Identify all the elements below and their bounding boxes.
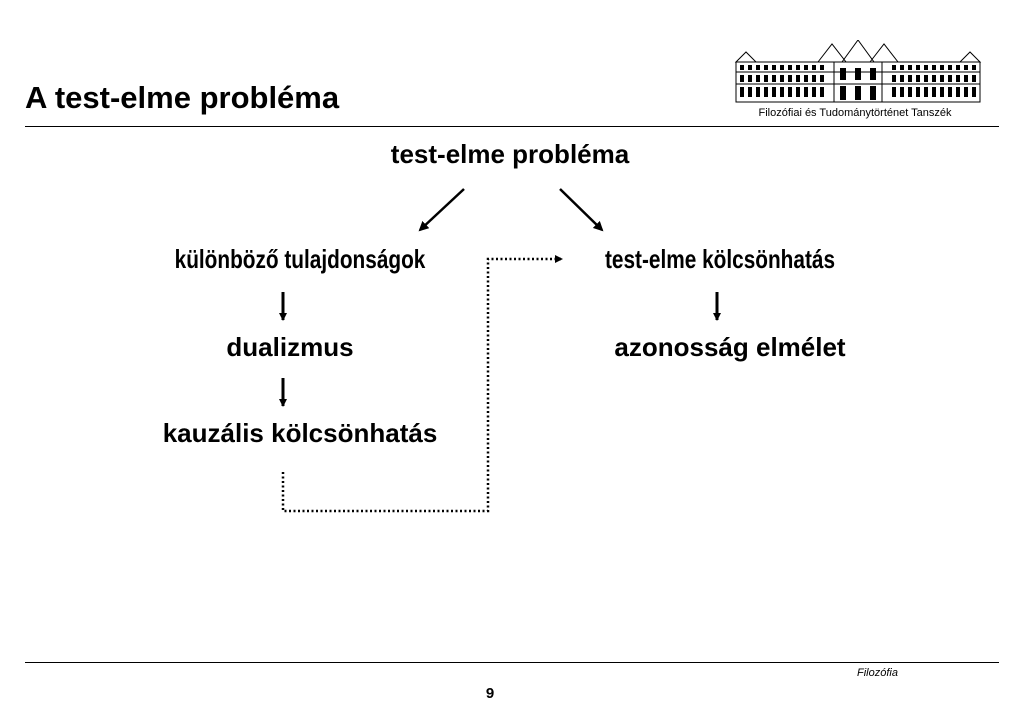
diagram-root-node: test-elme probléma xyxy=(390,139,630,169)
arrow-root-to-right xyxy=(560,189,602,230)
footer-label: Filozófia xyxy=(857,667,898,679)
arrow-root-to-left xyxy=(420,189,464,230)
dotted-connector-causal-to-interaction xyxy=(283,259,562,511)
footer-divider xyxy=(25,662,999,663)
page-title: A test-elme probléma xyxy=(25,80,340,115)
identity-theory-node: azonosság elmélet xyxy=(614,332,846,362)
causal-interaction-node: kauzális kölcsönhatás xyxy=(162,418,438,448)
dualism-node: dualizmus xyxy=(226,332,354,362)
mind-body-interaction-node: test-elme kölcsönhatás xyxy=(604,244,836,274)
different-properties-node: különböző tulajdonságok xyxy=(174,244,426,274)
department-name: Filozófiai és Tudománytörténet Tanszék xyxy=(758,107,952,119)
page-number: 9 xyxy=(485,685,495,702)
